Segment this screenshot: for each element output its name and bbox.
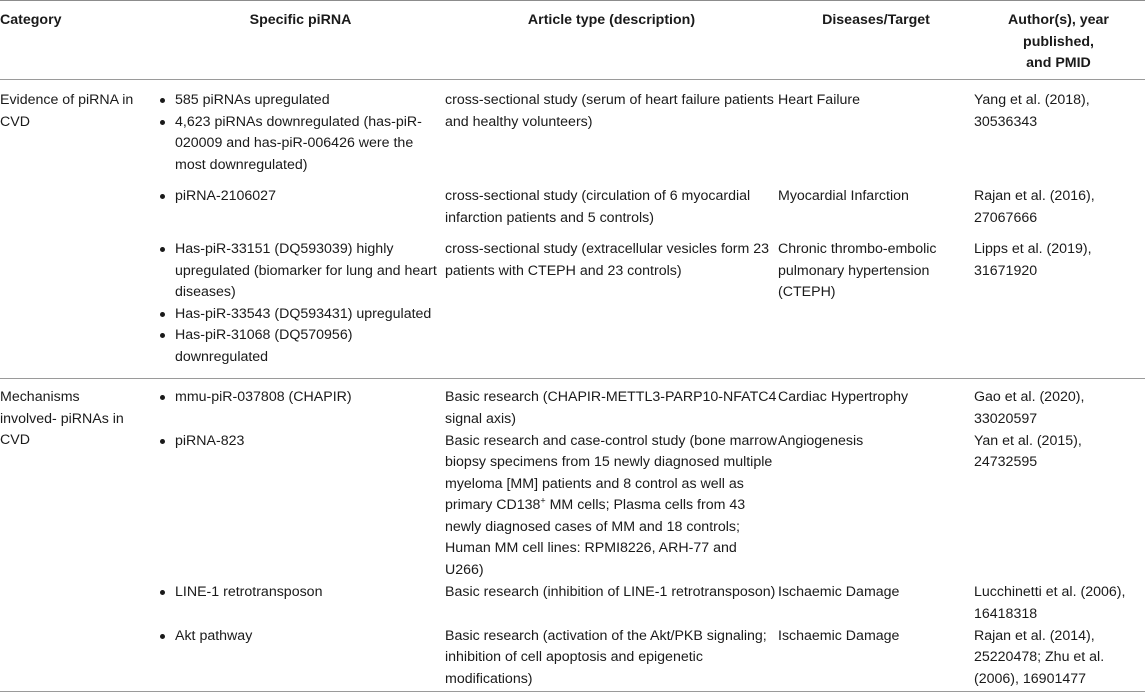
article-cell: Basic research (CHAPIR-METTL3-PARP10-NFATC4 signal axis) bbox=[445, 389, 777, 427]
disease-cell: Ischaemic Damage bbox=[778, 584, 900, 600]
pirna-cell bbox=[156, 186, 445, 239]
superscript-plus: + bbox=[540, 495, 546, 506]
disease-cell: Heart Failure bbox=[778, 92, 861, 108]
category-cell: Evidence of piRNA in CVD bbox=[0, 92, 134, 130]
list-item: 585 piRNAs upregulated bbox=[156, 90, 445, 112]
disease-cell: Angiogenesis bbox=[778, 432, 864, 449]
author-cell: Gao et al. (2020), 33020597 bbox=[974, 389, 1085, 427]
table-header bbox=[0, 0, 1145, 80]
article-cell: Basic research (activation of the Akt/PKB signaling; inhibition of cell apoptosis and epigenetic modifications) bbox=[445, 627, 767, 687]
list-item: mmu-piR-037808 (CHAPIR) bbox=[156, 387, 445, 409]
article-cell: cross-sectional study (serum of heart failure patients and healthy volunteers) bbox=[445, 92, 774, 130]
pirna-list bbox=[156, 626, 445, 648]
pirna-cell bbox=[156, 239, 445, 378]
header-author-line: and PMID bbox=[1026, 55, 1091, 71]
header-category: Category bbox=[0, 12, 62, 28]
pirna-list bbox=[156, 90, 445, 176]
disease-cell: Myocardial Infarction bbox=[778, 188, 909, 204]
author-cell: Rajan et al. (2016), 27067666 bbox=[974, 188, 1095, 226]
author-cell: Lucchinetti et al. (2006), 16418318 bbox=[974, 584, 1126, 622]
header-author-line: published, bbox=[1023, 33, 1094, 50]
list-item: Has-piR-31068 (DQ570956) downregulated bbox=[156, 325, 445, 368]
list-item: 4,623 piRNAs downregulated (has-piR-020009 and has-piR-006426 were the most downregulated) bbox=[156, 112, 445, 177]
disease-cell: Ischaemic Damage bbox=[778, 627, 900, 644]
author-cell: Lipps et al. (2019), 31671920 bbox=[974, 241, 1092, 279]
list-item: Akt pathway bbox=[156, 626, 445, 648]
pirna-cell bbox=[156, 582, 445, 626]
article-text: MM cells; Plasma cells from 43 newly diagnosed cases of MM and 18 controls; Human MM cell lines: RPMI8226, ARH-77 and U266) bbox=[445, 497, 746, 578]
article-text: Basic research and case-control study (bone marrow biopsy specimens from 15 newly diagnosed multiple myeloma [MM] patients and 8 control as well as primary CD138 bbox=[445, 432, 777, 514]
section-mechanisms bbox=[0, 379, 1145, 692]
author-cell: Yan et al. (2015), 24732595 bbox=[974, 432, 1082, 471]
pirna-list bbox=[156, 582, 445, 604]
list-item: Has-piR-33151 (DQ593039) highly upregulated (biomarker for lung and heart diseases) bbox=[156, 239, 445, 304]
category-cell: Mechanisms involved- piRNAs in CVD bbox=[0, 389, 124, 448]
pirna-cell bbox=[156, 90, 445, 186]
list-item: piRNA-2106027 bbox=[156, 186, 445, 208]
article-cell: cross-sectional study (circulation of 6 myocardial infarction patients and 5 controls) bbox=[445, 188, 751, 226]
disease-cell: Chronic thrombo-embolic pulmonary hypertension (CTEPH) bbox=[778, 241, 937, 300]
disease-cell: Cardiac Hypertrophy bbox=[778, 389, 909, 405]
pirna-list bbox=[156, 387, 445, 409]
list-item: Has-piR-33543 (DQ593431) upregulated bbox=[156, 304, 445, 326]
article-cell: Basic research (inhibition of LINE-1 retrotransposon) bbox=[445, 584, 776, 600]
list-item: LINE-1 retrotransposon bbox=[156, 582, 445, 604]
header-article-type: Article type (description) bbox=[527, 12, 696, 28]
article-cell bbox=[445, 431, 778, 582]
section-evidence bbox=[0, 80, 1145, 379]
pirna-list bbox=[156, 239, 445, 368]
pirna-list bbox=[156, 186, 445, 208]
pirna-cell bbox=[156, 626, 445, 691]
header-author-line: Author(s), year bbox=[1008, 12, 1109, 28]
pirna-cell bbox=[156, 431, 445, 582]
pirna-cell bbox=[156, 387, 445, 431]
header-author bbox=[974, 10, 1145, 79]
author-cell: Yang et al. (2018), 30536343 bbox=[974, 92, 1090, 130]
author-cell: Rajan et al. (2014), 25220478; Zhu et al. (2006), 16901477 bbox=[974, 627, 1105, 687]
pirna-list bbox=[156, 431, 445, 453]
article-cell: cross-sectional study (extracellular vesicles form 23 patients with CTEPH and 23 controls) bbox=[445, 241, 770, 279]
list-item: piRNA-823 bbox=[156, 431, 445, 453]
header-diseases-target: Diseases/Target bbox=[822, 12, 930, 28]
header-specific-pirna: Specific piRNA bbox=[249, 12, 352, 28]
